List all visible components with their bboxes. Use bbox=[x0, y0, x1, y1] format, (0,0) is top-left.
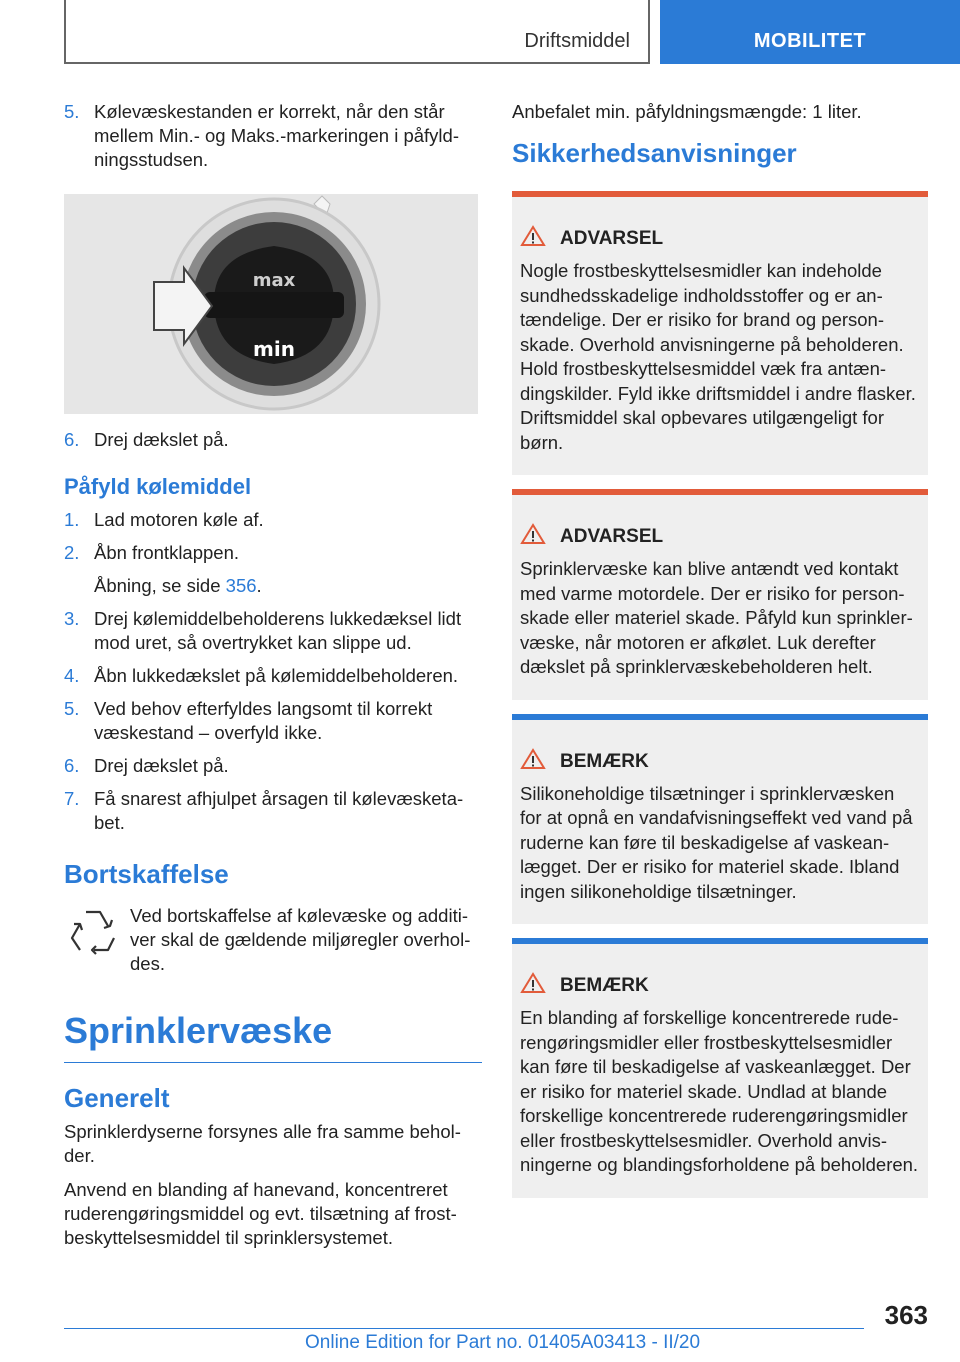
coolant-cap-illustration bbox=[64, 194, 478, 414]
warning-triangle-icon bbox=[520, 972, 560, 1000]
step-text: Åbn lukkedækslet på kølemiddelbeholderen. bbox=[94, 665, 459, 686]
step-text: Lad motoren køle af. bbox=[94, 509, 264, 530]
page-number: 363 bbox=[884, 1300, 928, 1330]
left-column bbox=[64, 100, 482, 1260]
safety-heading: Sikkerhedsanvisninger bbox=[512, 138, 797, 168]
callout-title: BEMÆRK bbox=[560, 750, 649, 772]
general-heading: Generelt bbox=[64, 1083, 170, 1113]
list-item bbox=[64, 754, 482, 778]
page-reference-link[interactable]: 356 bbox=[225, 575, 257, 596]
recycle-icon bbox=[64, 904, 130, 976]
sprinkler-fluid-heading: Sprinklervæske bbox=[64, 1010, 333, 1051]
list-item bbox=[64, 508, 482, 532]
callout-text: Sprinklervæske kan blive antændt ved kontakt med varme motordele. Der er risiko for personskade eller materiel skade. Påfyld kun sprinklervæske, når motoren er afkølet. Luk derefter dækslet på sprinklervæskebeholderen helt. bbox=[520, 558, 913, 677]
callout-text: En blanding af forskellige koncentrerede ruderengøringsmidler eller frostbeskyttelsesmidler kan føre til beskadigelse af vaskeanlægget. Der er risiko for materiel skade. Undlad at blande forskellige koncentrerede ruderengøringsmidler eller frostbeskyttelsesmidler. Overhold anvisningerne og blandingsforholdene på beholderen. bbox=[520, 1007, 919, 1175]
step-text: Drej dækslet på. bbox=[94, 429, 229, 450]
general-paragraph: Sprinklerdyserne forsynes alle fra samme beholder. bbox=[64, 1121, 461, 1166]
step-number: 4. bbox=[64, 665, 80, 686]
warning-callout bbox=[512, 489, 928, 700]
list-item bbox=[64, 664, 482, 688]
list-item bbox=[64, 100, 482, 172]
max-label: max bbox=[252, 270, 296, 291]
step-note: Åbning, se side 356. bbox=[94, 575, 262, 596]
header-section-title: Driftsmiddel bbox=[524, 30, 630, 52]
step-text: Kølevæskestanden er korrekt, når den står mellem Min.- og Maks.-markeringen i påfyldningsstudsen. bbox=[94, 101, 459, 170]
list-item bbox=[64, 697, 482, 745]
step-text: Drej dækslet på. bbox=[94, 755, 229, 776]
list-item bbox=[64, 428, 482, 452]
disposal-heading: Bortskaffelse bbox=[64, 859, 229, 889]
step-number: 7. bbox=[64, 788, 80, 809]
footer-divider bbox=[64, 1328, 864, 1329]
step-text: Ved behov efterfyldes langsomt til korrekt væskestand – overfyld ikke. bbox=[94, 698, 433, 743]
note-callout bbox=[512, 714, 928, 925]
callout-title: ADVARSEL bbox=[560, 228, 664, 249]
step-text: Drej kølemiddelbeholderens lukkedæksel lidt mod uret, så overtrykket kan slippe ud. bbox=[94, 608, 462, 653]
warning-triangle-icon bbox=[520, 523, 560, 551]
step-number: 3. bbox=[64, 608, 80, 629]
right-column bbox=[512, 100, 928, 1212]
step-number: 5. bbox=[64, 101, 80, 122]
list-item bbox=[64, 541, 482, 565]
list-item bbox=[64, 787, 482, 835]
warning-triangle-icon bbox=[520, 748, 560, 776]
step-number: 6. bbox=[64, 429, 80, 450]
heading-divider bbox=[64, 1062, 482, 1063]
general-paragraph: Anvend en blanding af hanevand, koncentreret ruderengøringsmiddel og evt. tilsætning af frostbeskyttelsesmiddel til sprinklersystemet. bbox=[64, 1179, 457, 1248]
warning-triangle-icon bbox=[520, 225, 560, 253]
disposal-note bbox=[64, 904, 482, 976]
fill-amount-text: Anbefalet min. påfyldningsmængde: 1 liter. bbox=[512, 101, 862, 122]
disposal-text: Ved bortskaffelse af kølevæske og additiver skal de gældende miljøregler overholdes. bbox=[130, 905, 471, 974]
header-chapter-tab[interactable]: MOBILITET bbox=[660, 0, 960, 64]
callout-title: BEMÆRK bbox=[560, 975, 649, 996]
list-item bbox=[64, 607, 482, 655]
note-callout bbox=[512, 938, 928, 1198]
min-label: min bbox=[253, 337, 295, 361]
step-number: 5. bbox=[64, 698, 80, 719]
step-number: 2. bbox=[64, 542, 80, 563]
step-text: Åbn frontklappen. bbox=[94, 542, 240, 563]
refill-heading: Påfyld kølemiddel bbox=[64, 474, 252, 499]
step-number: 1. bbox=[64, 509, 80, 530]
warning-callout bbox=[512, 191, 928, 475]
footer-edition: Online Edition for Part no. 01405A03413 - II/20 bbox=[305, 1332, 701, 1353]
callout-text: Silikoneholdige tilsætninger i sprinklervæsken for at opnå en vandafvisningseffekt ved vand på ruderne kan føre til beskadigelse af vaskeanlægget. Der er risiko for materiel skade. Ibland ingen silikoneholdige tilsætninger. bbox=[520, 782, 913, 902]
callout-text: Nogle frostbeskyttelsesmidler kan indeholde sundhedsskadelige indholdsstoffer og er antændelige. Der er risiko for brand og personskade. Overhold anvisningerne på beholderen. Hold frostbeskyttelsesmiddel væk fra antændingskilder. Fyld ikke driftsmiddel i andre flasker. Driftsmiddel skal opbevares utilgængeligt for børn. bbox=[520, 260, 916, 453]
callout-title: ADVARSEL bbox=[560, 526, 664, 547]
coolant-cap-figure bbox=[64, 194, 478, 414]
step-number: 6. bbox=[64, 755, 80, 776]
step-text: Få snarest afhjulpet årsagen til kølevæsketabet. bbox=[94, 788, 464, 833]
